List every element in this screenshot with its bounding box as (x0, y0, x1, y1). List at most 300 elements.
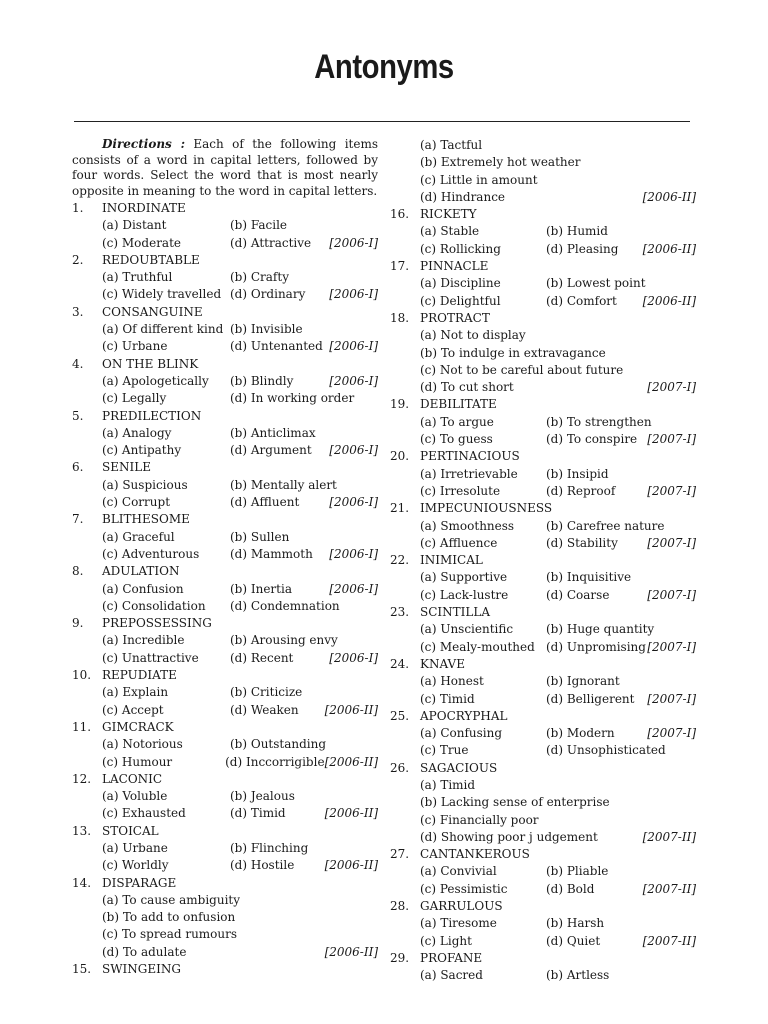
question-word: GARRULOUS (420, 899, 503, 914)
option-text: (a) Stable (420, 224, 480, 239)
question-head (390, 656, 696, 673)
option-text: (b) Arousing envy (230, 633, 338, 648)
question-word: INORDINATE (102, 201, 186, 215)
option-row (390, 518, 696, 535)
question-item (390, 448, 696, 500)
question-head (390, 396, 696, 413)
option-row (72, 494, 378, 511)
option-text: (d) Condemnation (230, 598, 340, 613)
question-item (72, 667, 378, 719)
question-number: 7. (72, 512, 84, 527)
option-text: (b) Crafty (230, 270, 289, 285)
option-row (72, 235, 378, 252)
question-head (390, 552, 696, 569)
option-text: (c) Delightful (420, 293, 501, 308)
option-text: (b) Carefree nature (546, 518, 665, 533)
option-text: (c) Pessimistic (420, 881, 508, 896)
option-row (390, 639, 696, 656)
option-text: (a) Honest (420, 674, 484, 689)
option-row (72, 684, 378, 701)
option-text: (b) Outstanding (230, 737, 327, 752)
question-number: 19. (390, 397, 410, 412)
option-row (390, 881, 696, 898)
question-number: 5. (72, 408, 84, 423)
option-text: (d) Showing poor j udgement (420, 829, 598, 844)
option-text: (c) Corrupt (102, 495, 171, 510)
question-word: SAGACIOUS (420, 760, 498, 775)
option-text: (d) To conspire (546, 432, 638, 447)
question-head (390, 206, 696, 223)
option-text: (d) Ordinary (230, 287, 306, 302)
option-text: (c) To spread rumours (102, 927, 238, 942)
option-text: (c) Urbane (102, 339, 168, 354)
option-row (72, 857, 378, 874)
option-text: (a) Suspicious (102, 477, 188, 492)
option-text: (b) Lacking sense of enterprise (420, 795, 610, 810)
option-text: (c) Lack-lustre (420, 587, 509, 602)
option-text: (d) Unpromising (546, 639, 646, 654)
option-text: (b) Mentally alert (230, 477, 337, 492)
question-item (72, 511, 378, 563)
option-row (72, 217, 378, 234)
option-row (72, 269, 378, 286)
question-head (72, 823, 378, 840)
question-item (390, 708, 696, 760)
question-head (72, 875, 378, 892)
right-column (390, 137, 696, 985)
year-tag: [2006-II] (324, 754, 378, 769)
question-item (390, 950, 696, 985)
option-row (72, 373, 378, 390)
option-row (72, 321, 378, 338)
question-item (72, 615, 378, 667)
title-rule (74, 121, 690, 122)
option-text: (a) Voluble (102, 789, 168, 804)
option-text: (a) Smoothness (420, 518, 515, 533)
option-text: (d) Weaken (230, 702, 299, 717)
question-number: 12. (72, 771, 92, 786)
question-word: INIMICAL (420, 553, 483, 568)
option-row (390, 777, 696, 794)
option-text: (d) Pleasing (546, 241, 619, 256)
year-tag: [2006-II] (324, 702, 378, 717)
option-text: (b) Pliable (546, 864, 609, 879)
option-text: (c) Worldly (102, 858, 169, 873)
question-item (72, 252, 378, 304)
option-row (390, 742, 696, 759)
question-head (72, 459, 378, 476)
option-text: (c) Irresolute (420, 483, 501, 498)
question-item (72, 563, 378, 615)
option-text: (a) Discipline (420, 276, 501, 291)
option-row (72, 650, 378, 667)
option-text: (a) Analogy (102, 425, 172, 440)
question-number: 9. (72, 616, 84, 631)
option-text: (d) Argument (230, 443, 312, 458)
option-text: (c) Mealy-mouthed (420, 639, 535, 654)
year-tag: [2006-I] (329, 235, 378, 250)
option-row (72, 442, 378, 459)
option-text: (a) To argue (420, 414, 494, 429)
question-number: 3. (72, 304, 84, 319)
year-tag: [2007-I] (647, 639, 696, 654)
question-word: STOICAL (102, 823, 159, 838)
option-text: (b) Inertia (230, 581, 292, 596)
directions (72, 137, 378, 199)
option-text: (a) Supportive (420, 570, 508, 585)
option-row (390, 414, 696, 431)
question-number: 2. (72, 252, 84, 267)
option-text: (a) Tactful (420, 138, 483, 152)
question-item (390, 310, 696, 396)
option-text: (a) Apologetically (102, 373, 209, 388)
year-tag: [2006-II] (642, 293, 696, 308)
question-item (390, 846, 696, 898)
year-tag: [2007-I] (647, 587, 696, 602)
option-row (390, 327, 696, 344)
directions-label: Directions : (102, 137, 185, 151)
question-number: 1. (72, 201, 84, 215)
option-row (390, 812, 696, 829)
option-text: (c) True (420, 743, 469, 758)
option-text: (d) Belligerent (546, 691, 635, 706)
option-row (390, 154, 696, 171)
option-text: (c) Widely travelled (102, 287, 222, 302)
question-word: RICKETY (420, 207, 477, 222)
option-row (390, 172, 696, 189)
option-text: (a) Explain (102, 685, 169, 700)
question-head (72, 667, 378, 684)
option-text: (d) Hindrance (420, 189, 506, 204)
year-tag: [2007-I] (647, 483, 696, 498)
year-tag: [2006-II] (642, 241, 696, 256)
question-head (72, 719, 378, 736)
option-row (390, 466, 696, 483)
question-head (390, 310, 696, 327)
option-text: (a) To cause ambiguity (102, 892, 241, 907)
option-row (390, 362, 696, 379)
option-row (390, 621, 696, 638)
option-row (390, 379, 696, 396)
option-text: (a) Of different kind (102, 322, 224, 337)
question-item (390, 604, 696, 656)
option-text: (a) Urbane (102, 840, 168, 855)
option-row (390, 223, 696, 240)
option-text: (b) To indulge in extravagance (420, 345, 606, 360)
question-word: DISPARAGE (102, 875, 177, 890)
question-head (72, 511, 378, 528)
option-text: (c) Moderate (102, 235, 182, 250)
option-text: (a) Sacred (420, 968, 483, 983)
question-item (72, 875, 378, 961)
option-text: (c) Financially poor (420, 812, 539, 827)
question-number: 21. (390, 501, 410, 516)
continued-options (390, 137, 696, 206)
question-item (72, 823, 378, 875)
option-text: (b) Humid (546, 224, 608, 239)
question-head (390, 448, 696, 465)
option-row (390, 725, 696, 742)
option-text: (a) Irretrievable (420, 466, 518, 481)
option-text: (b) Insipid (546, 466, 609, 481)
option-text: (b) Facile (230, 218, 288, 233)
question-word: KNAVE (420, 656, 465, 671)
option-text: (d) To cut short (420, 380, 514, 395)
question-word: DEBILITATE (420, 397, 497, 412)
option-text: (d) Mammoth (230, 546, 313, 561)
question-word: PERTINACIOUS (420, 449, 520, 464)
year-tag: [2007-I] (647, 535, 696, 550)
question-item (390, 656, 696, 708)
option-text: (a) Tiresome (420, 916, 497, 931)
option-row (72, 944, 378, 961)
option-text: (d) Inccorrigible (225, 754, 325, 769)
option-text: (d) To adulate (102, 944, 187, 959)
question-head (72, 304, 378, 321)
option-text: (d) Quiet (546, 933, 601, 948)
option-row (390, 863, 696, 880)
year-tag: [2007-I] (647, 726, 696, 741)
question-word: PREDILECTION (102, 408, 202, 423)
question-head (72, 771, 378, 788)
option-row (390, 933, 696, 950)
directions-text: Each of the following items consists of a word in capital letters, followed by four words. Select the word that is most nearly opposite in meaning to the word in capital letters. (72, 137, 378, 198)
question-number: 18. (390, 310, 410, 325)
option-text: (b) Ignorant (546, 674, 620, 689)
option-row (390, 483, 696, 500)
question-word: GIMCRACK (102, 719, 174, 734)
option-row (390, 431, 696, 448)
right-question-list (390, 206, 696, 984)
question-number: 29. (390, 950, 410, 965)
option-row (390, 794, 696, 811)
option-row (390, 587, 696, 604)
question-item (72, 771, 378, 823)
option-row (72, 926, 378, 943)
option-row (72, 598, 378, 615)
question-number: 6. (72, 460, 84, 475)
question-word: LACONIC (102, 771, 163, 786)
option-row (72, 286, 378, 303)
option-text: (d) Coarse (546, 587, 610, 602)
question-item (390, 552, 696, 604)
option-row (72, 529, 378, 546)
question-number: 10. (72, 668, 92, 683)
left-column (72, 137, 378, 978)
question-number: 20. (390, 449, 410, 464)
question-word: ADULATION (102, 564, 180, 579)
year-tag: [2006-I] (329, 546, 378, 561)
option-text: (b) Modern (546, 726, 615, 741)
option-row (72, 581, 378, 598)
question-item (390, 760, 696, 846)
option-row (390, 673, 696, 690)
option-text: (c) Legally (102, 391, 167, 406)
option-text: (c) Exhausted (102, 806, 186, 821)
option-text: (a) Incredible (102, 633, 185, 648)
question-head (72, 961, 378, 978)
question-item (390, 898, 696, 950)
question-number: 25. (390, 708, 410, 723)
option-text: (b) Extremely hot weather (420, 155, 581, 170)
option-text: (d) Timid (230, 806, 286, 821)
option-text: (d) Untenanted (230, 339, 323, 354)
option-text: (b) To add to onfusion (102, 910, 236, 925)
option-row (72, 338, 378, 355)
question-number: 11. (72, 719, 92, 734)
option-text: (a) Distant (102, 218, 167, 233)
question-word: REPUDIATE (102, 668, 177, 683)
option-row (72, 390, 378, 407)
question-number: 15. (72, 962, 92, 977)
option-text: (d) Comfort (546, 293, 617, 308)
question-head (390, 258, 696, 275)
question-head (72, 252, 378, 269)
option-text: (b) Huge quantity (546, 622, 655, 637)
option-row (72, 909, 378, 926)
question-number: 17. (390, 259, 410, 274)
option-text: (b) Anticlimax (230, 425, 316, 440)
question-word: BLITHESOME (102, 512, 190, 527)
option-text: (d) Reproof (546, 483, 616, 498)
option-text: (a) Truthful (102, 270, 173, 285)
question-word: CANTANKEROUS (420, 847, 530, 862)
option-row (390, 569, 696, 586)
question-word: PROFANE (420, 950, 483, 965)
option-row (390, 137, 696, 154)
option-row (390, 915, 696, 932)
option-row (390, 691, 696, 708)
option-text: (a) Unscientific (420, 622, 514, 637)
question-word: PINNACLE (420, 259, 489, 274)
option-row (390, 293, 696, 310)
option-row (72, 477, 378, 494)
question-head (72, 200, 378, 217)
option-text: (d) Bold (546, 881, 595, 896)
option-text: (b) Criticize (230, 685, 303, 700)
year-tag: [2006-I] (329, 287, 378, 302)
option-text: (d) In working order (230, 391, 355, 406)
option-text: (b) Blindly (230, 373, 294, 388)
option-text: (c) Rollicking (420, 241, 501, 256)
left-question-list (72, 200, 378, 978)
question-head (390, 846, 696, 863)
question-item (390, 206, 696, 258)
option-text: (c) Little in amount (420, 172, 538, 187)
question-head (72, 615, 378, 632)
option-text: (c) Timid (420, 691, 475, 706)
question-number: 22. (390, 553, 410, 568)
option-text: (b) Harsh (546, 916, 605, 931)
option-row (72, 546, 378, 563)
question-number: 13. (72, 823, 92, 838)
option-text: (b) Lowest point (546, 276, 646, 291)
question-number: 16. (390, 207, 410, 222)
option-row (390, 345, 696, 362)
question-word: APOCRYPHAL (420, 708, 508, 723)
option-text: (a) Confusing (420, 726, 503, 741)
question-head (390, 898, 696, 915)
question-number: 24. (390, 656, 410, 671)
option-text: (a) Convivial (420, 864, 497, 879)
option-text: (d) Attractive (230, 235, 312, 250)
option-text: (c) Affluence (420, 535, 498, 550)
option-text: (b) To strengthen (546, 414, 652, 429)
year-tag: [2006-I] (329, 443, 378, 458)
option-text: (a) Graceful (102, 529, 175, 544)
option-row (72, 892, 378, 909)
year-tag: [2006-II] (642, 189, 696, 204)
option-text: (d) Recent (230, 650, 294, 665)
option-text: (c) Unattractive (102, 650, 199, 665)
option-text: (c) To guess (420, 432, 493, 447)
option-text: (a) Notorious (102, 737, 183, 752)
option-text: (d) Unsophisticated (546, 743, 666, 758)
option-text: (d) Affluent (230, 495, 300, 510)
year-tag: [2007-I] (647, 380, 696, 395)
question-head (72, 563, 378, 580)
year-tag: [2007-II] (642, 881, 696, 896)
question-item (72, 408, 378, 460)
option-text: (d) Hostile (230, 858, 295, 873)
year-tag: [2006-I] (329, 581, 378, 596)
option-text: (b) Artless (546, 968, 610, 983)
question-word: ON THE BLINK (102, 356, 199, 371)
question-item (72, 459, 378, 511)
year-tag: [2006-I] (329, 373, 378, 388)
option-row (390, 829, 696, 846)
question-head (390, 760, 696, 777)
option-text: (c) Light (420, 933, 472, 948)
year-tag: [2007-I] (647, 691, 696, 706)
question-word: PROTRACT (420, 310, 490, 325)
year-tag: [2006-II] (324, 944, 378, 959)
question-word: SENILE (102, 460, 151, 475)
option-text: (b) Flinching (230, 840, 309, 855)
question-item (72, 356, 378, 408)
year-tag: [2006-I] (329, 339, 378, 354)
year-tag: [2006-II] (324, 806, 378, 821)
option-row (72, 702, 378, 719)
question-word: SCINTILLA (420, 605, 490, 620)
year-tag: [2007-II] (642, 933, 696, 948)
option-text: (b) Invisible (230, 322, 303, 337)
question-item (72, 304, 378, 356)
question-number: 8. (72, 564, 84, 579)
year-tag: [2006-II] (324, 858, 378, 873)
question-head (390, 604, 696, 621)
question-number: 23. (390, 605, 410, 620)
year-tag: [2006-I] (329, 495, 378, 510)
option-row (72, 425, 378, 442)
option-row (390, 241, 696, 258)
option-row (72, 736, 378, 753)
option-text: (b) Jealous (230, 789, 295, 804)
question-number: 14. (72, 875, 92, 890)
question-number: 28. (390, 899, 410, 914)
option-text: (c) Consolidation (102, 598, 206, 613)
question-word: REDOUBTABLE (102, 252, 200, 267)
option-row (72, 788, 378, 805)
option-text: (c) Humour (102, 754, 173, 769)
option-row (390, 189, 696, 206)
option-row (390, 967, 696, 984)
question-word: SWINGEING (102, 962, 181, 977)
question-head (390, 500, 696, 517)
option-text: (d) Stability (546, 535, 618, 550)
question-item (390, 258, 696, 310)
option-row (390, 535, 696, 552)
